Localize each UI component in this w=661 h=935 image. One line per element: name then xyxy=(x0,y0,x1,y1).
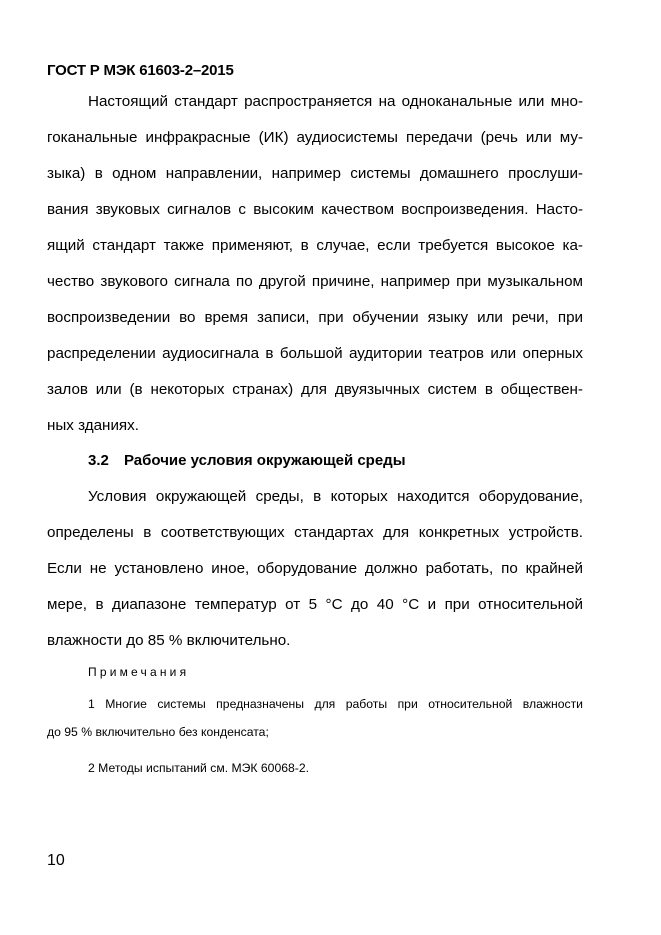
paragraph-line: Если не установлено иное, оборудование должно работать, по крайней xyxy=(47,560,583,577)
section-number: 3.2 xyxy=(88,452,109,469)
paragraph-line: ящий стандарт также применяют, в случае, если требуется высокое ка- xyxy=(47,237,583,254)
section-title: Рабочие условия окружающей среды xyxy=(124,452,406,469)
paragraph-line: вания звуковых сигналов с высоким качеством воспроизведения. Насто- xyxy=(47,201,583,218)
notes-title: Примечания xyxy=(88,665,190,679)
note-2 xyxy=(47,754,583,782)
paragraph-line: гоканальные инфракрасные (ИК) аудиосистемы передачи (речь или му- xyxy=(47,129,583,146)
paragraph-scope xyxy=(47,84,583,444)
page-number: 10 xyxy=(47,852,65,869)
note-1 xyxy=(47,690,583,746)
paragraph-line: Условия окружающей среды, в которых находится оборудование, xyxy=(88,488,583,505)
paragraph-line: зыка) в одном направлении, например системы домашнего прослуши- xyxy=(47,165,583,182)
note-line: 1 Многие системы предназначены для работы при относительной влажности xyxy=(88,697,583,711)
paragraph-line: определены в соответствующих стандартах для конкретных устройств. xyxy=(47,524,583,541)
paragraph-line: влажности до 85 % включительно. xyxy=(47,632,291,649)
paragraph-line: распределении аудиосигнала в большой аудитории театров или оперных xyxy=(47,345,583,362)
note-line: 2 Методы испытаний см. МЭК 60068-2. xyxy=(88,761,310,775)
paragraph-line: воспроизведении во время записи, при обучении языку или речи, при xyxy=(47,309,583,326)
paragraph-line: Настоящий стандарт распространяется на одноканальные или мно- xyxy=(88,93,583,110)
paragraph-line: ных зданиях. xyxy=(47,417,139,434)
paragraph-line: мере, в диапазоне температур от 5 °С до 40 °С и при относительной xyxy=(47,596,583,613)
paragraph-line: чество звукового сигнала по другой причине, например при музыкальном xyxy=(47,273,583,290)
paragraph-line: залов или (в некоторых странах) для двуязычных систем в обществен- xyxy=(47,381,583,398)
note-line: до 95 % включительно без конденсата; xyxy=(47,725,269,739)
section-heading xyxy=(88,452,406,469)
paragraph-environment xyxy=(47,479,583,659)
document-header: ГОСТ Р МЭК 61603-2–2015 xyxy=(47,62,234,79)
